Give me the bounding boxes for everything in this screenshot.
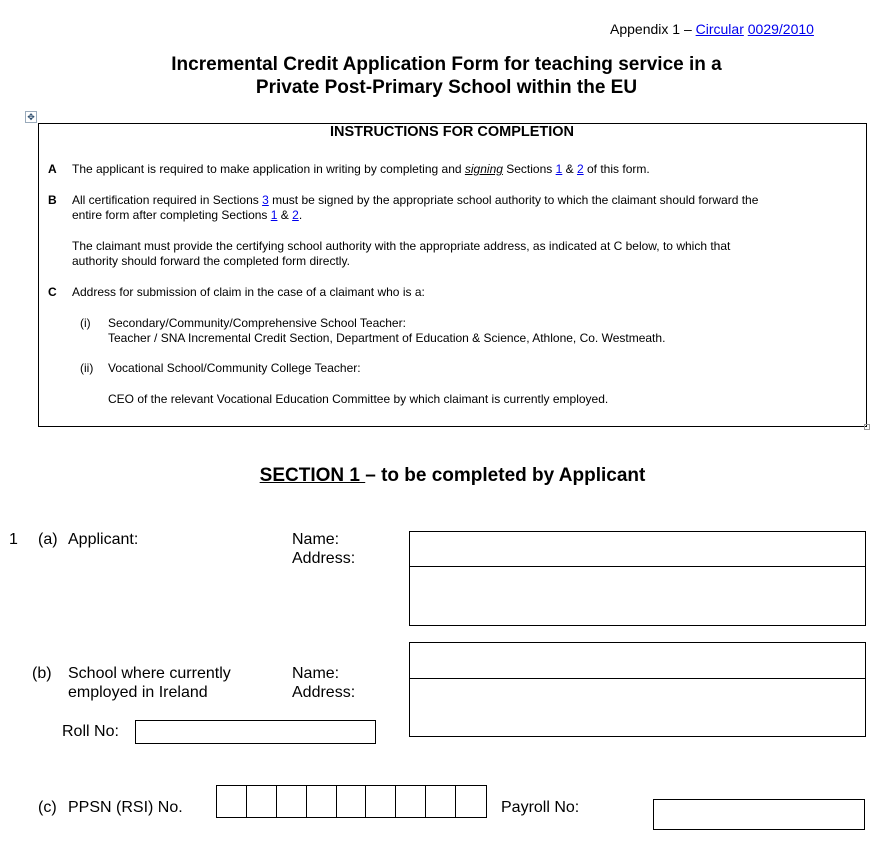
school-address-label: Address: (292, 684, 356, 701)
ppsn-digit-cell[interactable] (396, 786, 426, 817)
instructions-heading: INSTRUCTIONS FOR COMPLETION (329, 124, 575, 140)
sub-item-ii-label: (ii) (80, 361, 94, 375)
instruction-b-paragraph: The claimant must provide the certifying school authority with the appropriate address, as indicated at C below, to which that authority should forward the completed form directly. (72, 239, 731, 268)
sub-item-i: Secondary/Community/Comprehensive School Teacher: Teacher / SNA Incremental Credit Section, Department of Education & Science, Athlone, Co. Westmeath. (108, 316, 666, 345)
school-name-field[interactable] (409, 642, 866, 679)
payroll-no-field[interactable] (653, 799, 865, 830)
ppsn-label: PPSN (RSI) No. (68, 799, 183, 816)
roll-no-label: Roll No: (62, 723, 119, 740)
sub-item-ii-address: CEO of the relevant Vocational Education Committee by which claimant is currently employed. (108, 392, 609, 406)
circular-number-link[interactable]: 0029/2010 (747, 21, 814, 37)
part-c-label: (c) (38, 799, 57, 816)
form-title-line2: Private Post-Primary School within the EU (255, 77, 638, 98)
item-letter-b: B (48, 193, 57, 207)
section-3-link[interactable]: 3 (262, 193, 269, 207)
applicant-name-field[interactable] (409, 531, 866, 567)
roll-no-field[interactable] (135, 720, 376, 744)
applicant-label: Applicant: (68, 531, 139, 548)
applicant-address-field[interactable] (409, 566, 866, 626)
part-a-label: (a) (38, 531, 58, 548)
table-move-handle-icon[interactable]: ✥ (25, 111, 37, 123)
sub-item-ii: Vocational School/Community College Teacher: (108, 361, 361, 375)
ppsn-digit-cell[interactable] (337, 786, 367, 817)
part-b-label: (b) (32, 665, 52, 682)
instruction-b: All certification required in Sections 3 must be signed by the appropriate school authority to which the claimant should forward the entire form after completing Sections 1 & 2. (72, 193, 759, 222)
question-number: 1 (9, 531, 18, 548)
section-2-link[interactable]: 2 (292, 208, 299, 222)
ppsn-digit-cell[interactable] (366, 786, 396, 817)
payroll-no-label: Payroll No: (501, 799, 580, 816)
table-resize-handle[interactable] (864, 424, 870, 430)
applicant-name-label: Name: (292, 531, 340, 548)
section-1-heading: SECTION 1 – to be completed by Applicant (259, 465, 646, 486)
circular-link[interactable]: Circular (695, 21, 744, 37)
ppsn-digit-cell[interactable] (217, 786, 247, 817)
section-2-link[interactable]: 2 (576, 162, 584, 176)
ppsn-digit-cell[interactable] (307, 786, 337, 817)
appendix-label: Appendix 1 – (610, 21, 696, 37)
form-title-line1: Incremental Credit Application Form for teaching service in a (171, 54, 722, 75)
school-address-field[interactable] (409, 678, 866, 737)
ppsn-digit-cell[interactable] (277, 786, 307, 817)
item-letter-c: C (48, 285, 57, 299)
school-name-label: Name: (292, 665, 340, 682)
ppsn-digit-cell[interactable] (426, 786, 456, 817)
section-1-link[interactable]: 1 (555, 162, 563, 176)
appendix-header (610, 21, 814, 37)
sub-item-i-label: (i) (80, 316, 91, 330)
school-label: School where currently employed in Ireland (68, 665, 231, 701)
instruction-c: Address for submission of claim in the case of a claimant who is a: (72, 285, 425, 299)
ppsn-digit-cell[interactable] (247, 786, 277, 817)
instruction-a: The applicant is required to make application in writing by completing and signing Sections 1 & 2 of this form. (72, 162, 650, 176)
item-letter-a: A (48, 162, 57, 176)
ppsn-field[interactable] (216, 785, 487, 818)
section-1-link[interactable]: 1 (270, 208, 278, 222)
applicant-address-label: Address: (292, 550, 356, 567)
